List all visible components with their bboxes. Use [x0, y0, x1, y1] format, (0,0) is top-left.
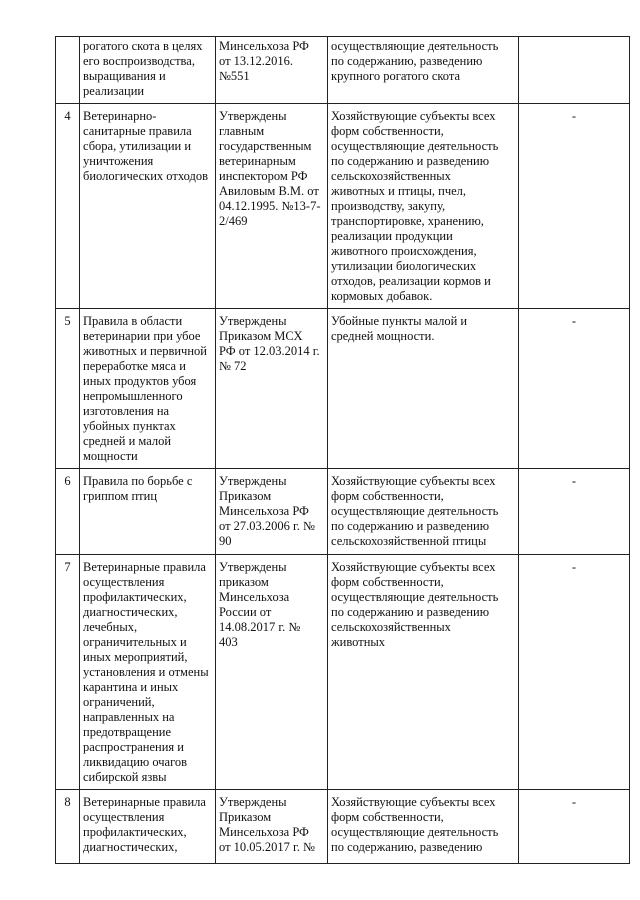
regulation-title	[80, 790, 216, 864]
regulation-title	[80, 555, 216, 790]
regulation-title-text: Ветеринарные правила осуществления профилактических, диагностических,	[83, 795, 206, 854]
regulated-subjects	[328, 37, 519, 104]
approval-info	[216, 790, 328, 864]
regulation-title	[80, 469, 216, 555]
row-number	[56, 37, 80, 104]
regulated-subjects	[328, 469, 519, 555]
note-cell	[519, 37, 630, 104]
approval-info-text: Утверждены Приказом Минсельхоза РФ от 27.03.2006 г. № 90	[219, 474, 315, 548]
note-cell: -	[519, 469, 630, 555]
row-number: 8	[56, 790, 80, 864]
regulation-title	[80, 37, 216, 104]
regulations-table	[55, 36, 630, 864]
regulation-title-text: Правила в области ветеринарии при убое животных и первичной переработке мяса и иных продуктов убоя непромышленного изготовления на убойных пунктах средней и малой мощности	[83, 314, 207, 463]
note-cell: -	[519, 790, 630, 864]
note-cell: -	[519, 555, 630, 790]
regulated-subjects-text: Хозяйствующие субъекты всех форм собственности, осуществляющие деятельность по содержанию, разведению	[331, 795, 499, 854]
row-number: 6	[56, 469, 80, 555]
approval-info-text: Минсельхоза РФ от 13.12.2016. №551	[219, 39, 309, 83]
row-number: 7	[56, 555, 80, 790]
regulated-subjects	[328, 104, 519, 309]
table-row	[56, 309, 630, 469]
regulated-subjects-text: Хозяйствующие субъекты всех форм собственности, осуществляющие деятельность по содержанию и разведению сельскохозяйственных животных и птицы, пчел, производству, закупу, транспортировке, хранению, реализации продукции животного происхождения, утилизации биологических отходов, реализации кормов и кормовых добавок.	[331, 109, 499, 303]
regulated-subjects-text: Хозяйствующие субъекты всех форм собственности, осуществляющие деятельность по содержанию и разведению сельскохозяйственной птицы	[331, 474, 499, 548]
approval-info-text: Утверждены Приказом Минсельхоза РФ от 10.05.2017 г. №	[219, 795, 315, 854]
approval-info	[216, 104, 328, 309]
regulated-subjects	[328, 790, 519, 864]
regulation-title	[80, 309, 216, 469]
approval-info	[216, 37, 328, 104]
row-number: 4	[56, 104, 80, 309]
table-row	[56, 790, 630, 864]
approval-info	[216, 469, 328, 555]
table-row	[56, 469, 630, 555]
regulated-subjects-text: Хозяйствующие субъекты всех форм собственности, осуществляющие деятельность по содержанию и разведению сельскохозяйственных животных	[331, 560, 499, 649]
approval-info	[216, 555, 328, 790]
table-row	[56, 37, 630, 104]
note-cell: -	[519, 309, 630, 469]
table-row	[56, 555, 630, 790]
approval-info-text: Утверждены приказом Минсельхоза России от 14.08.2017 г. № 403	[219, 560, 301, 649]
regulated-subjects	[328, 555, 519, 790]
table-row	[56, 104, 630, 309]
regulation-title-text: рогатого скота в целях его воспроизводства, выращивания и реализации	[83, 39, 203, 98]
row-number: 5	[56, 309, 80, 469]
approval-info-text: Утверждены Приказом МСХ РФ от 12.03.2014 г. № 72	[219, 314, 320, 373]
approval-info	[216, 309, 328, 469]
regulated-subjects-text: осуществляющие деятельность по содержанию, разведению крупного рогатого скота	[331, 39, 499, 83]
regulation-title-text: Правила по борьбе с гриппом птиц	[83, 474, 193, 503]
regulation-title	[80, 104, 216, 309]
note-cell: -	[519, 104, 630, 309]
regulated-subjects	[328, 309, 519, 469]
regulation-title-text: Ветеринарные правила осуществления профилактических, диагностических, лечебных, ограничительных и иных мероприятий, установления и отмены карантина и иных ограничений, направленных на предотвращение распространения и ликвидацию очагов сибирской язвы	[83, 560, 209, 784]
regulation-title-text: Ветеринарно- санитарные правила сбора, утилизации и уничтожения биологических отходов	[83, 109, 208, 183]
regulated-subjects-text: Убойные пункты малой и средней мощности.	[331, 314, 468, 343]
approval-info-text: Утверждены главным государственным ветеринарным инспектором РФ Авиловым В.М. от 04.12.1995. №13-7- 2/469	[219, 109, 321, 228]
